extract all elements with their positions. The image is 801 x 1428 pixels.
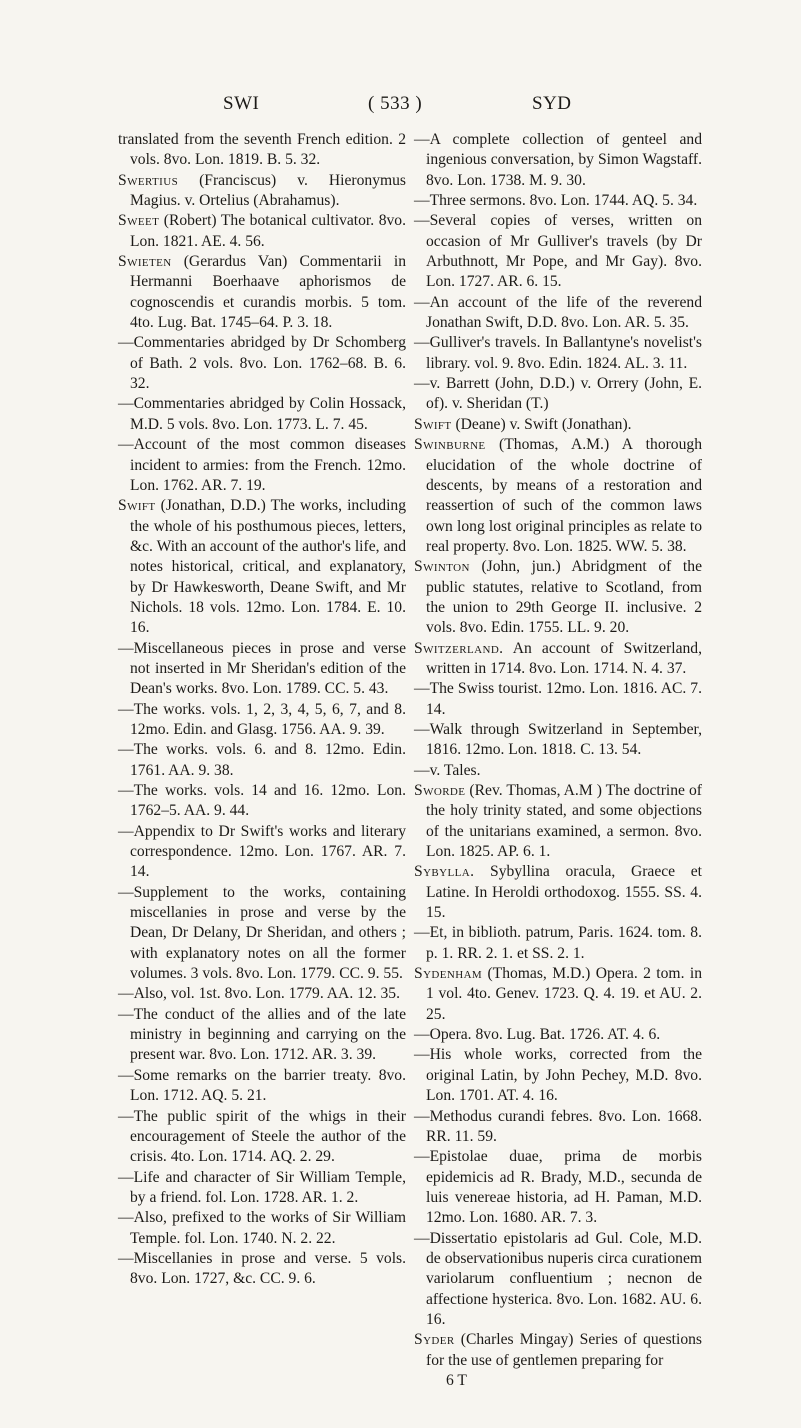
entry-text: An account of Switzerland, written in 1714. 8vo. Lon. 1714. N. 4. 37. [426,639,702,677]
entry-heading: Sydenham [414,965,483,983]
entry-heading: Syder [414,1331,455,1349]
entry-heading: Swertius [118,171,179,189]
entry-text: —Commentaries abridged by Colin Hossack, M.D. 5 vols. 8vo. Lon. 1773. L. 7. 45. [118,395,406,433]
entry-text: —Walk through Switzerland in September, 1816. 12mo. Lon. 1818. C. 13. 54. [414,720,702,759]
entry-text: (John, jun.) Abridgment of the public statutes, relative to Scotland, from the union to 29th George II. inclusive. 2 vols. 8vo. Edin. 1755. LL. 9. 20. [426,558,702,637]
catalog-entry [414,435,702,557]
catalog-entry [414,293,702,334]
entry-text: (Charles Mingay) Series of questions for the use of gentlemen preparing for [426,1331,702,1369]
entry-text: —Supplement to the works, containing miscellanies in prose and verse by the Dean, Dr Delany, Dr Sheridan, and others ; with explanatory notes on all the former volumes. 3 vols. 8vo. Lon. 1779. CC. 9. 55. [118,883,406,983]
catalog-entry [118,130,406,171]
catalog-entry [414,720,702,761]
catalog-entry [414,781,702,862]
catalog-entry [414,923,702,964]
catalog-entry [118,171,406,212]
entry-text: (Robert) The botanical cultivator. 8vo. Lon. 1821. AE. 4. 56. [130,212,406,250]
catalog-entry [414,130,702,191]
catalog-entry [118,394,406,435]
entry-text: —Appendix to Dr Swift's works and literary correspondence. 12mo. Lon. 1767. AR. 7. 14. [118,822,406,881]
left-column [118,130,406,1290]
catalog-entry [414,639,702,680]
entry-heading: Sybylla. [414,863,475,881]
catalog-entry [414,557,702,638]
entry-text: —The works. vols. 1, 2, 3, 4, 5, 6, 7, and 8. 12mo. Edin. and Glasg. 1756. AA. 9. 39. [118,700,406,738]
entry-text: —Et, in biblioth. patrum, Paris. 1624. tom. 8. p. 1. RR. 2. 1. et SS. 2. 1. [414,924,702,962]
entry-text: —Commentaries abridged by Dr Schomberg of Bath. 2 vols. 8vo. Lon. 1762–68. B. 6. 32. [118,334,406,393]
entry-text: —The works. vols. 6. and 8. 12mo. Edin. 1761. AA. 9. 38. [118,741,406,779]
entry-text: —His whole works, corrected from the original Latin, by John Pechey, M.D. 8vo. Lon. 1701. AT. 4. 16. [414,1046,702,1105]
entry-heading: Swinburne [414,436,486,454]
entry-heading: Sworde [414,782,466,799]
catalog-entry [118,781,406,822]
catalog-entry [118,1107,406,1168]
entry-text: (Jonathan, D.D.) The works, including the whole of his posthumous pieces, letters, &c. With an account of the author's life, and notes historical, critical, and explanatory, by Dr Hawkesworth, Deane Swift, and Mr Nichols. 18 vols. 12mo. Lon. 1784. E. 10. 16. [130,497,406,637]
entry-text: —Gulliver's travels. In Ballantyne's novelist's library. vol. 9. 8vo. Edin. 1824. AL. 3. 11. [414,334,702,372]
entry-text: (Rev. Thomas, A.M ) The doctrine of the holy trinity stated, and some objections of the unitarians examined, a sermon. 8vo. Lon. 1825. AP. 6. 1. [426,782,702,861]
catalog-entry [414,211,702,292]
catalog-entry [118,252,406,333]
entry-text: —Account of the most common diseases incident to armies: from the French. 12mo. Lon. 1762. AR. 7. 19. [118,436,406,494]
catalog-entry [414,191,702,211]
entry-text: —v. Tales. [414,761,481,779]
catalog-entry [414,415,702,435]
catalog-entry [118,639,406,700]
entry-text: —Several copies of verses, written on occasion of Mr Gulliver's travels (by Dr Arbuthnott, Mr Pope, and Mr Gay). 8vo. Lon. 1727. AR. 6. 15. [414,212,702,291]
catalog-entry [414,964,702,1025]
catalog-entry [414,1229,702,1331]
catalog-entry [414,1330,702,1371]
entry-text: (Thomas, M.D.) Opera. 2 tom. in 1 vol. 4to. Genev. 1723. Q. 4. 19. et AU. 2. 25. [426,965,702,1023]
catalog-entry [118,740,406,781]
catalog-entry [118,700,406,741]
catalog-entry [414,1147,702,1228]
page-header [0,93,801,123]
entry-heading: Swinton [414,558,470,576]
catalog-entry [118,984,406,1004]
catalog-entry [118,496,406,638]
catalog-entry [118,1249,406,1290]
header-right: SYD [532,93,572,114]
entry-text: —Dissertatio epistolaris ad Gul. Cole, M.D. de observationibus nuperis circa curationem variolarum confluentium ; necnon de affectione hysterica. 8vo. Lon. 1682. AU. 6. 16. [414,1229,702,1328]
catalog-entry [414,374,702,415]
entry-text: —Methodus curandi febres. 8vo. Lon. 1668. RR. 11. 59. [414,1107,702,1145]
entry-text: (Gerardus Van) Commentarii in Hermanni Boerhaave aphorismos de cognoscendis et curandis morbis. 5 tom. 4to. Lug. Bat. 1745–64. P. 3. 18. [130,253,406,332]
entry-text: —v. Barrett (John, D.D.) v. Orrery (John, E. of). v. Sheridan (T.) [414,375,702,413]
entry-heading: Swift [118,497,156,515]
signature-mark: 6 T [446,1371,467,1389]
entry-text: —Epistolae duae, prima de morbis epidemicis ad R. Brady, M.D., secunda de luis venereae historia, ad H. Paman, M.D. 12mo. Lon. 1680. AR. 7. 3. [414,1148,702,1227]
entry-text: —Some remarks on the barrier treaty. 8vo. Lon. 1712. AQ. 5. 21. [118,1066,406,1105]
entry-text: —Miscellanies in prose and verse. 5 vols. 8vo. Lon. 1727, &c. CC. 9. 6. [118,1249,406,1288]
entry-text: Sybyllina oracula, Graece et Latine. In Heroldi orthodoxog. 1555. SS. 4. 15. [426,863,702,922]
entry-text: —The conduct of the allies and of the late ministry in beginning and carrying on the present war. 8vo. Lon. 1712. AR. 3. 39. [118,1005,406,1064]
entry-text: (Franciscus) v. Hieronymus Magius. v. Ortelius (Abrahamus). [130,171,406,210]
catalog-entry [414,1107,702,1148]
catalog-entry [118,1168,406,1209]
catalog-entry [118,435,406,496]
catalog-entry [414,333,702,374]
catalog-entry [118,211,406,252]
entry-heading: Switzerland. [414,639,504,657]
catalog-entry [118,822,406,883]
entry-text: —Three sermons. 8vo. Lon. 1744. AQ. 5. 34. [414,192,698,210]
entry-text: —Also, vol. 1st. 8vo. Lon. 1779. AA. 12. 35. [118,985,400,1003]
catalog-entry [414,761,702,781]
catalog-entry [414,1025,702,1045]
page-number: ( 533 ) [368,93,423,114]
entry-text: —Opera. 8vo. Lug. Bat. 1726. AT. 4. 6. [414,1026,661,1044]
catalog-entry [118,883,406,985]
catalog-entry [118,333,406,394]
catalog-entry [414,862,702,923]
entry-heading: Sweet [118,212,160,230]
entry-text: —An account of the life of the reverend Jonathan Swift, D.D. 8vo. Lon. AR. 5. 35. [414,293,702,332]
entry-text: —The works. vols. 14 and 16. 12mo. Lon. 1762–5. AA. 9. 44. [118,782,406,820]
catalog-entry [118,1208,406,1249]
catalog-entry [414,679,702,720]
catalog-entry [414,1045,702,1106]
entry-heading: Swieten [118,253,172,271]
header-left: SWI [223,93,260,114]
entry-text: —Life and character of Sir William Temple, by a friend. fol. Lon. 1728. AR. 1. 2. [118,1168,406,1206]
entry-heading: Swift [414,415,452,433]
entry-text: (Deane) v. Swift (Jonathan). [451,415,632,433]
entry-text: translated from the seventh French edition. 2 vols. 8vo. Lon. 1819. B. 5. 32. [118,131,406,169]
entry-text: —The Swiss tourist. 12mo. Lon. 1816. AC. 7. 14. [414,680,702,718]
entry-text: (Thomas, A.M.) A thorough elucidation of the whole doctrine of descents, by means of a restoration and reassertion of such of the common laws own long lost original principles as relate to real property. 8vo. Lon. 1825. WW. 5. 38. [426,436,702,555]
entry-text: —Also, prefixed to the works of Sir William Temple. fol. Lon. 1740. N. 2. 22. [118,1209,406,1247]
right-column [414,130,702,1391]
catalog-entry [118,1005,406,1066]
entry-text: —The public spirit of the whigs in their encouragement of Steele the author of the crisis. 4to. Lon. 1714. AQ. 2. 29. [118,1107,406,1166]
catalog-entry [118,1066,406,1107]
entry-text: —Miscellaneous pieces in prose and verse not inserted in Mr Sheridan's edition of the Dean's works. 8vo. Lon. 1789. CC. 5. 43. [118,639,406,698]
entry-text: —A complete collection of genteel and ingenious conversation, by Simon Wagstaff. 8vo. Lon. 1738. M. 9. 30. [414,131,702,189]
